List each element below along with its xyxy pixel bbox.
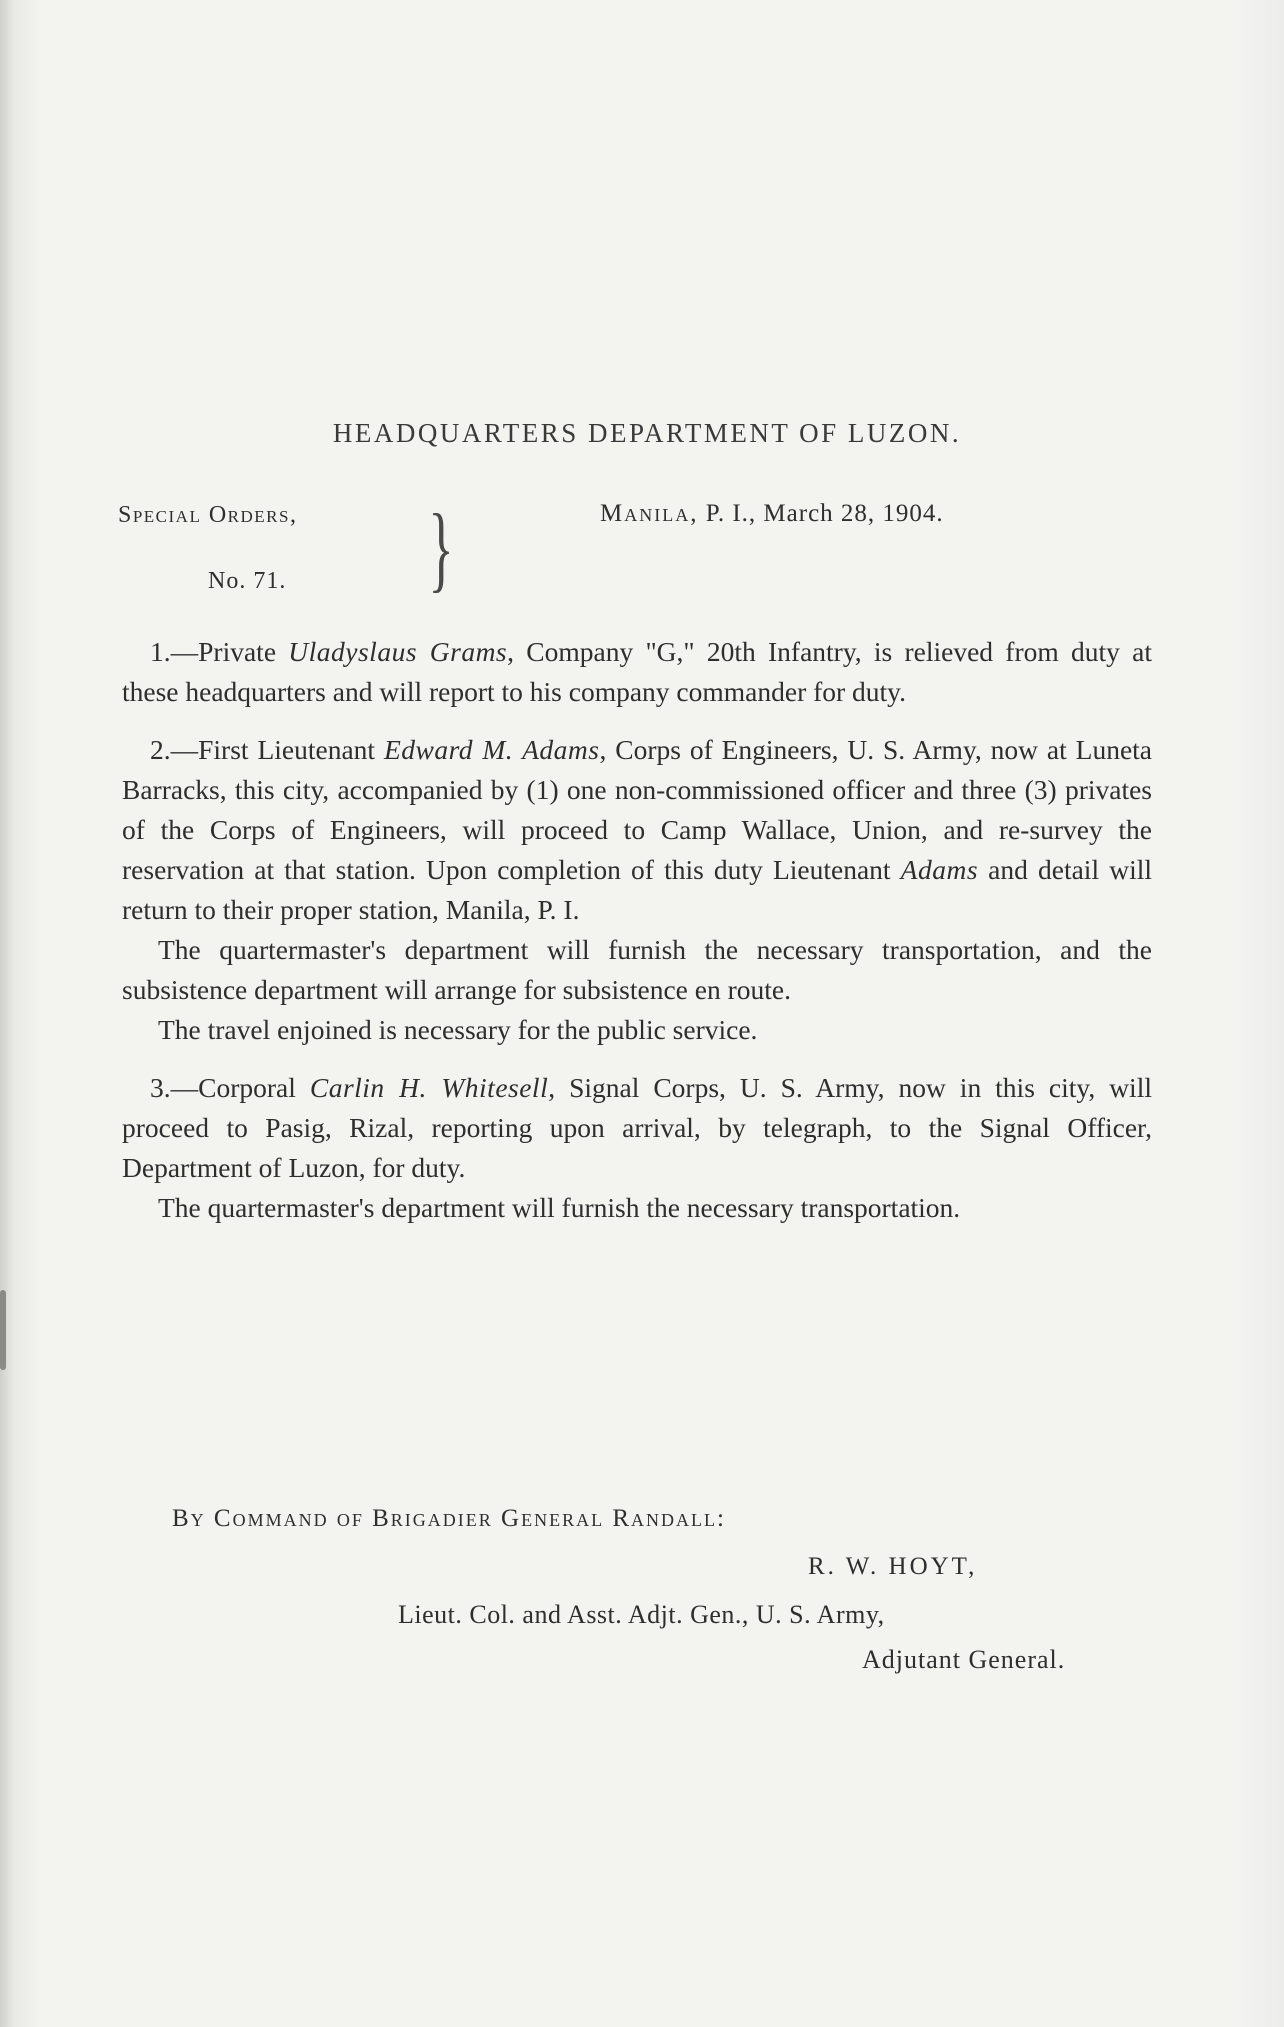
signer-title: Lieut. Col. and Asst. Adjt. Gen., U. S. Army, xyxy=(398,1600,885,1629)
order-2-transport: The quartermaster's department will furnish the necessary transportation, and the subsistence department will arrange for subsistence en route. xyxy=(122,934,1152,1005)
order-3-text: , Signal Corps, U. S. Army, now in this city, will proceed to Pasig, Rizal, reporting upon arrival, by telegraph, to the Signal Officer, Department of Luzon, for duty. xyxy=(122,1072,1152,1183)
place-date-line xyxy=(600,500,944,528)
date-text: P. I., March 28, 1904. xyxy=(705,500,944,527)
order-2-text-end: and detail will return to their proper station, Manila, P. I. xyxy=(122,854,1152,925)
order-3-name: Carlin H. Whitesell xyxy=(309,1072,549,1103)
binding-mark xyxy=(0,1290,6,1370)
order-1-name: Uladyslaus Grams xyxy=(288,636,508,667)
order-2-name-repeat: Adams xyxy=(900,854,979,885)
brace-glyph: } xyxy=(428,494,454,601)
order-2-name: Edward M. Adams xyxy=(383,734,600,765)
orders-body xyxy=(122,632,1152,1228)
signer-role: Adjutant General. xyxy=(862,1645,1066,1674)
order-1-lead: 1.—Private xyxy=(150,636,289,667)
place-text: Manila, xyxy=(600,500,699,527)
order-3-lead: 3.—Corporal xyxy=(150,1072,310,1103)
order-paragraph-2 xyxy=(122,730,1152,930)
order-2-text: , Corps of Engineers, U. S. Army, now at Luneta Barracks, this city, accompanied by (1) one non-commissioned officer and three (3) privates of the Corps of Engineers, will proceed to Camp Wallace, Union, and re-survey the reservation at that station. Upon completion of this duty Lieutenant xyxy=(122,734,1152,885)
order-2-travel: The travel enjoined is necessary for the public service. xyxy=(158,1014,758,1045)
command-line: By Command of Brigadier General Randall: xyxy=(172,1505,726,1532)
order-3-transport: The quartermaster's department will furnish the necessary transportation. xyxy=(158,1192,961,1223)
order-1-text: , Company "G," 20th Infantry, is relieved from duty at these headquarters and will report to his company commander for duty. xyxy=(122,636,1152,707)
order-paragraph-1 xyxy=(122,632,1152,712)
special-orders-number: No. 71. xyxy=(208,568,287,594)
order-paragraph-3 xyxy=(122,1068,1152,1188)
signer-name: R. W. HOYT, xyxy=(808,1553,978,1580)
special-orders-label: Special Orders, xyxy=(118,502,298,528)
page-heading: HEADQUARTERS DEPARTMENT OF LUZON. xyxy=(332,418,962,448)
order-2-lead: 2.—First Lieutenant xyxy=(150,734,384,765)
